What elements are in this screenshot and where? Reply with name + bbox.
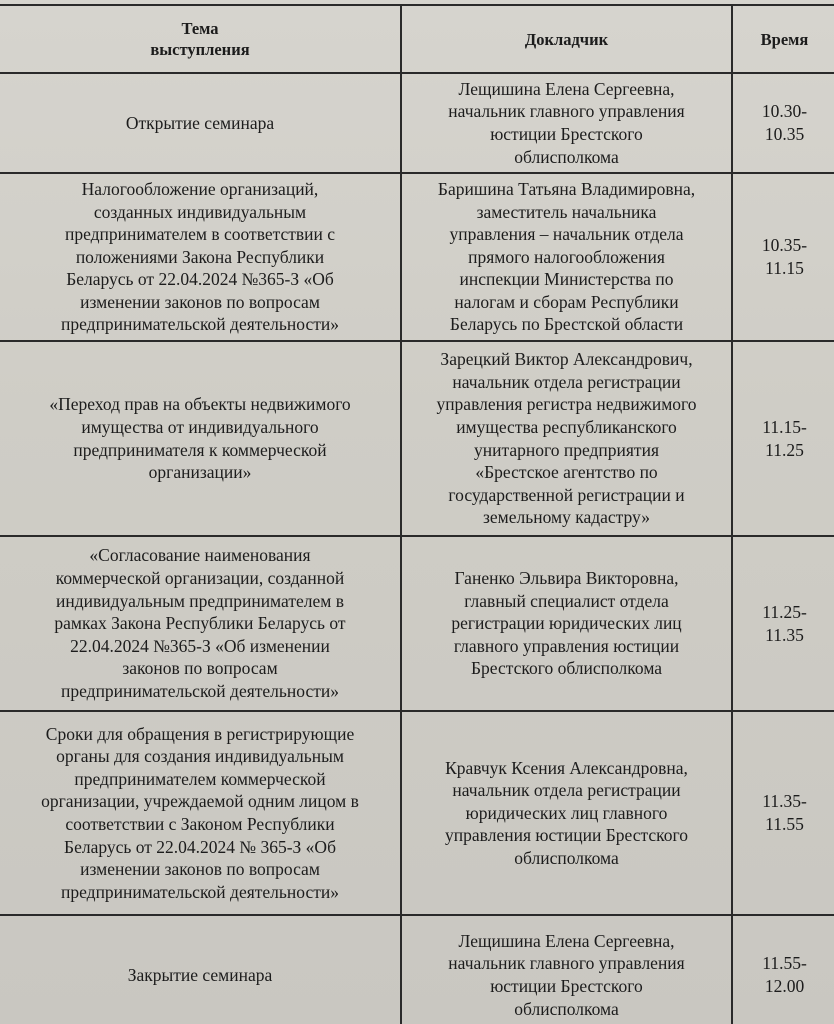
table-row xyxy=(0,915,834,1024)
seminar-program-table xyxy=(0,4,834,1024)
table-row xyxy=(0,341,834,536)
time-cell: 10.35- 11.15 xyxy=(732,173,834,341)
table-row xyxy=(0,73,834,173)
topic-cell: Налогообложение организаций, созданных индивидуальным предпринимателем в соответствии с положениями Закона Республики Беларусь от 22.04.2024 №365-З «Об изменении законов по вопросам предпринимательской деятельности» xyxy=(0,173,401,341)
time-cell: 11.55- 12.00 xyxy=(732,915,834,1024)
header-time: Время xyxy=(732,5,834,73)
time-cell: 11.15- 11.25 xyxy=(732,341,834,536)
table-row xyxy=(0,173,834,341)
speaker-cell: Зарецкий Виктор Александрович, начальник отдела регистрации управления регистра недвижимого имущества республиканского унитарного предприятия «Брестское агентство по государственной регистрации и земельному кадастру» xyxy=(401,341,732,536)
topic-cell: Сроки для обращения в регистрирующие органы для создания индивидуальным предпринимателем коммерческой организации, учреждаемой одним лицом в соответствии с Законом Республики Беларусь от 22.04.2024 № 365-З «Об изменении законов по вопросам предпринимательской деятельности» xyxy=(0,711,401,915)
speaker-cell: Баришина Татьяна Владимировна, заместитель начальника управления – начальник отдела прямого налогообложения инспекции Министерства по налогам и сборам Республики Беларусь по Брестской области xyxy=(401,173,732,341)
speaker-cell: Ганенко Эльвира Викторовна, главный специалист отдела регистрации юридических лиц главного управления юстиции Брестского облисполкома xyxy=(401,536,732,711)
time-cell: 10.30- 10.35 xyxy=(732,73,834,173)
topic-cell: Открытие семинара xyxy=(0,73,401,173)
time-cell: 11.35- 11.55 xyxy=(732,711,834,915)
speaker-cell: Лещишина Елена Сергеевна, начальник главного управления юстиции Брестского облисполкома xyxy=(401,73,732,173)
time-cell: 11.25- 11.35 xyxy=(732,536,834,711)
header-topic: Тема выступления xyxy=(0,5,401,73)
table-header-row xyxy=(0,5,834,73)
table-row xyxy=(0,536,834,711)
header-speaker: Докладчик xyxy=(401,5,732,73)
table-row xyxy=(0,711,834,915)
topic-cell: Закрытие семинара xyxy=(0,915,401,1024)
speaker-cell: Кравчук Ксения Александровна, начальник отдела регистрации юридических лиц главного управления юстиции Брестского облисполкома xyxy=(401,711,732,915)
topic-cell: «Согласование наименования коммерческой организации, созданной индивидуальным предпринимателем в рамках Закона Республики Беларусь от 22.04.2024 №365-З «Об изменении законов по вопросам предпринимательской деятельности» xyxy=(0,536,401,711)
speaker-cell: Лещишина Елена Сергеевна, начальник главного управления юстиции Брестского облисполкома xyxy=(401,915,732,1024)
topic-cell: «Переход прав на объекты недвижимого имущества от индивидуального предпринимателя к коммерческой организации» xyxy=(0,341,401,536)
